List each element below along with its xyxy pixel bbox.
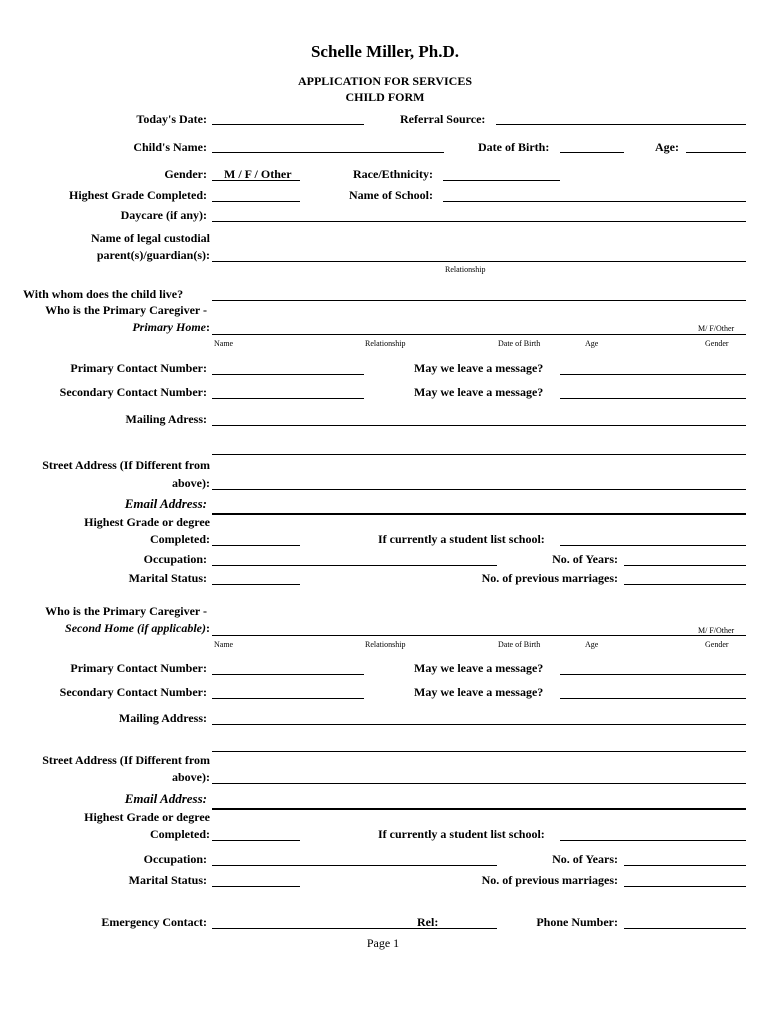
mailing-address-field[interactable] bbox=[212, 425, 746, 426]
leave-message-label-3: May we leave a message? bbox=[414, 661, 544, 675]
with-whom-field[interactable] bbox=[212, 300, 746, 301]
leave-message-field-4[interactable] bbox=[560, 698, 746, 699]
grade-degree-label-2: Completed: bbox=[150, 532, 210, 546]
grade-degree-label-3: Highest Grade or degree bbox=[84, 810, 210, 824]
occupation-label: Occupation: bbox=[143, 552, 207, 566]
daycare-label: Daycare (if any): bbox=[120, 208, 207, 222]
secondary-contact-label-2: Secondary Contact Number: bbox=[59, 685, 207, 699]
second-home-text: Second Home (if applicable) bbox=[65, 621, 206, 635]
dob-label: Date of Birth: bbox=[478, 140, 550, 154]
caption-relationship: Relationship bbox=[365, 339, 406, 348]
street-address-label-1: Street Address (If Different from bbox=[42, 458, 210, 472]
prev-marriages-label-2: No. of previous marriages: bbox=[481, 873, 618, 887]
street-address-field[interactable] bbox=[212, 489, 746, 490]
years-field[interactable] bbox=[624, 565, 746, 566]
primary-home-heading bbox=[132, 320, 210, 334]
street-address-field-2[interactable] bbox=[212, 783, 746, 784]
caption-name: Name bbox=[214, 339, 234, 348]
prev-marriages-label: No. of previous marriages: bbox=[481, 571, 618, 585]
leave-message-field-1[interactable] bbox=[560, 374, 746, 375]
years-label-2: No. of Years: bbox=[552, 852, 618, 866]
marital-status-field[interactable] bbox=[212, 584, 300, 585]
with-whom-label: With whom does the child live? bbox=[23, 287, 184, 301]
years-label: No. of Years: bbox=[552, 552, 618, 566]
primary-caregiver-heading: Who is the Primary Caregiver - bbox=[45, 303, 207, 317]
secondary-contact-field[interactable] bbox=[212, 398, 364, 399]
gender-field[interactable] bbox=[212, 180, 300, 181]
grade-degree-field[interactable] bbox=[212, 545, 300, 546]
gender-options[interactable]: M / F / Other bbox=[224, 167, 292, 181]
leave-message-label-1: May we leave a message? bbox=[414, 361, 544, 375]
student-school-field-2[interactable] bbox=[560, 840, 746, 841]
primary-home-text: Primary Home bbox=[132, 320, 206, 334]
form-subtitle: CHILD FORM bbox=[345, 90, 425, 104]
occupation-field[interactable] bbox=[212, 565, 497, 566]
email-field-2[interactable] bbox=[212, 808, 746, 810]
second-home-heading bbox=[65, 621, 210, 635]
primary-contact-field[interactable] bbox=[212, 374, 364, 375]
student-school-field[interactable] bbox=[560, 545, 746, 546]
primary-contact-label: Primary Contact Number: bbox=[70, 361, 207, 375]
custodial-label-line2: parent(s)/guardian(s): bbox=[96, 248, 210, 262]
second-caregiver-heading: Who is the Primary Caregiver - bbox=[45, 604, 207, 618]
primary-contact-field-2[interactable] bbox=[212, 674, 364, 675]
dob-field[interactable] bbox=[560, 152, 624, 153]
school-name-label: Name of School: bbox=[349, 188, 433, 202]
street-address-label-2: above): bbox=[172, 476, 210, 490]
caption-gender: Gender bbox=[705, 339, 729, 348]
childs-name-label: Child's Name: bbox=[133, 140, 207, 154]
caption-age-2: Age bbox=[585, 640, 599, 649]
leave-message-label-4: May we leave a message? bbox=[414, 685, 544, 699]
marital-status-label: Marital Status: bbox=[128, 571, 207, 585]
race-field[interactable] bbox=[443, 180, 560, 181]
mailing-address-field-2[interactable] bbox=[212, 454, 746, 455]
leave-message-field-3[interactable] bbox=[560, 674, 746, 675]
primary-home-colon: : bbox=[206, 320, 210, 334]
email-field[interactable] bbox=[212, 513, 746, 515]
school-name-field[interactable] bbox=[443, 201, 746, 202]
mailing-address-label-2: Mailing Address: bbox=[118, 711, 207, 725]
referral-source-field[interactable] bbox=[496, 124, 746, 125]
secondary-contact-field-2[interactable] bbox=[212, 698, 364, 699]
highest-grade-label: Highest Grade Completed: bbox=[69, 188, 207, 202]
gender-hint-2: M/ F/Other bbox=[698, 626, 735, 635]
caption-name-2: Name bbox=[214, 640, 234, 649]
leave-message-label-2: May we leave a message? bbox=[414, 385, 544, 399]
caption-dob-2: Date of Birth bbox=[498, 640, 541, 649]
custodial-label-line1: Name of legal custodial bbox=[91, 231, 210, 245]
age-label: Age: bbox=[655, 140, 679, 154]
primary-caregiver-field[interactable] bbox=[212, 334, 746, 335]
second-home-colon: : bbox=[206, 621, 210, 635]
grade-degree-field-2[interactable] bbox=[212, 840, 300, 841]
second-caregiver-field[interactable] bbox=[212, 635, 746, 636]
caption-gender-2: Gender bbox=[705, 640, 729, 649]
childs-name-field[interactable] bbox=[212, 152, 444, 153]
form-title: APPLICATION FOR SERVICES bbox=[297, 74, 473, 88]
mailing-address-field-4[interactable] bbox=[212, 751, 746, 752]
rel-label: Rel: bbox=[417, 915, 439, 929]
student-school-label-2: If currently a student list school: bbox=[378, 827, 545, 841]
page-number: Page 1 bbox=[366, 936, 400, 950]
todays-date-field[interactable] bbox=[212, 124, 364, 125]
marital-status-field-2[interactable] bbox=[212, 886, 300, 887]
grade-degree-label-1: Highest Grade or degree bbox=[84, 515, 210, 529]
caption-dob: Date of Birth bbox=[498, 339, 541, 348]
custodial-field[interactable] bbox=[212, 261, 746, 262]
street-address-label-4: above): bbox=[172, 770, 210, 784]
occupation-field-2[interactable] bbox=[212, 865, 497, 866]
page-title: Schelle Miller, Ph.D. bbox=[310, 42, 460, 61]
secondary-contact-label: Secondary Contact Number: bbox=[59, 385, 207, 399]
grade-degree-label-4: Completed: bbox=[150, 827, 210, 841]
prev-marriages-field-2[interactable] bbox=[624, 886, 746, 887]
race-label: Race/Ethnicity: bbox=[353, 167, 433, 181]
caption-age: Age bbox=[585, 339, 599, 348]
street-address-label-3: Street Address (If Different from bbox=[42, 753, 210, 767]
mailing-address-field-3[interactable] bbox=[212, 724, 746, 725]
prev-marriages-field[interactable] bbox=[624, 584, 746, 585]
leave-message-field-2[interactable] bbox=[560, 398, 746, 399]
primary-contact-label-2: Primary Contact Number: bbox=[70, 661, 207, 675]
years-field-2[interactable] bbox=[624, 865, 746, 866]
referral-source-label: Referral Source: bbox=[400, 112, 486, 126]
occupation-label-2: Occupation: bbox=[143, 852, 207, 866]
relationship-caption: Relationship bbox=[445, 265, 486, 274]
age-field[interactable] bbox=[686, 152, 746, 153]
mailing-address-label: Mailing Adress: bbox=[125, 412, 207, 426]
phone-number-label: Phone Number: bbox=[536, 915, 618, 929]
gender-hint: M/ F/Other bbox=[698, 324, 735, 333]
emergency-contact-label: Emergency Contact: bbox=[101, 915, 207, 929]
phone-number-field[interactable] bbox=[624, 928, 746, 929]
marital-status-label-2: Marital Status: bbox=[128, 873, 207, 887]
todays-date-label: Today's Date: bbox=[136, 112, 207, 126]
email-label: Email Address: bbox=[124, 496, 207, 511]
emergency-contact-field[interactable] bbox=[212, 928, 497, 929]
student-school-label: If currently a student list school: bbox=[378, 532, 545, 546]
gender-label: Gender: bbox=[164, 167, 207, 181]
daycare-field[interactable] bbox=[212, 221, 746, 222]
email-label-2: Email Address: bbox=[124, 791, 207, 806]
highest-grade-field[interactable] bbox=[212, 201, 300, 202]
caption-relationship-2: Relationship bbox=[365, 640, 406, 649]
